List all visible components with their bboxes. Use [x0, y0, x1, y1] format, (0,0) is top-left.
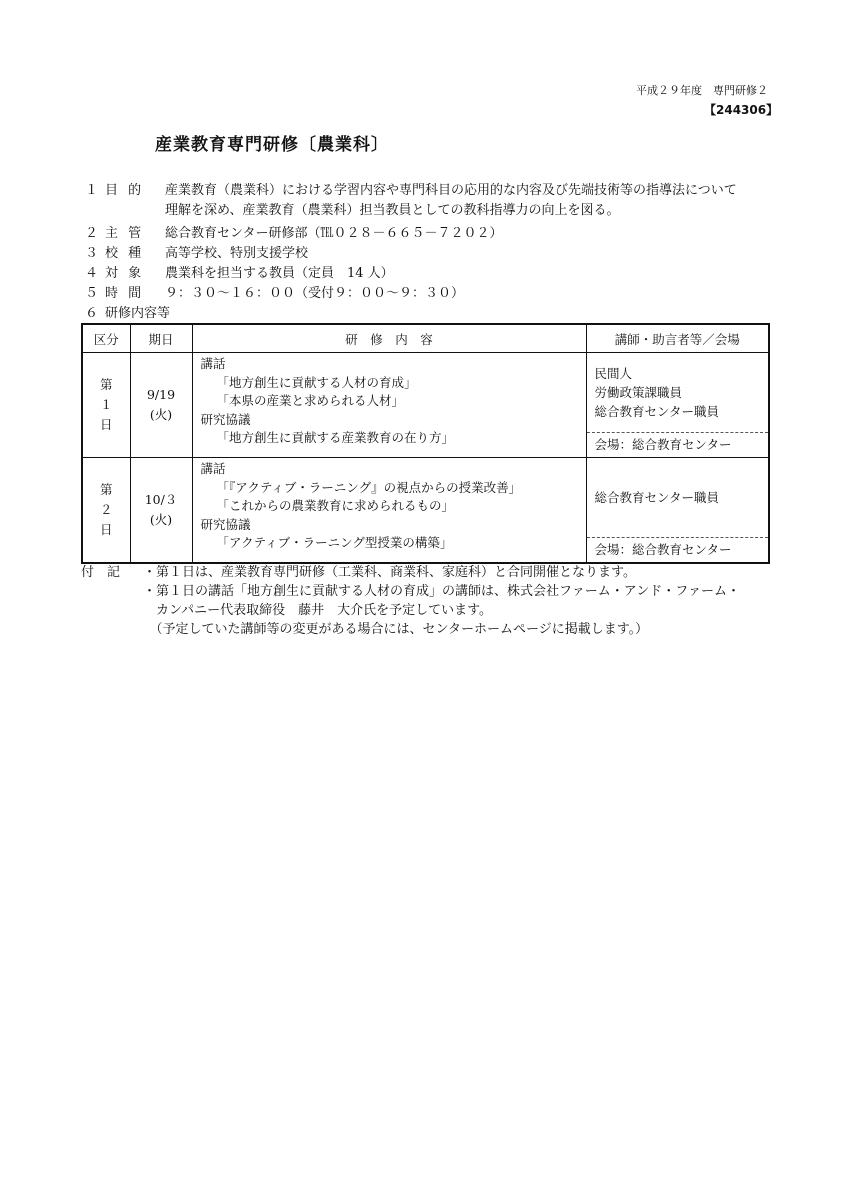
- lecturer-list: [587, 458, 769, 537]
- item-label: 目 的: [105, 183, 145, 198]
- overview-item: [85, 284, 785, 303]
- note-line: [81, 601, 740, 620]
- venue-label: 会場：総合教育センター: [587, 537, 769, 562]
- lecturer-wrap: [587, 353, 769, 457]
- overview-item: [85, 264, 785, 283]
- venue-label: 会場：総合教育センター: [587, 432, 769, 457]
- lecturer-list: [587, 353, 769, 432]
- lecturer-cell: [586, 458, 769, 564]
- item-label: 主 管: [105, 226, 145, 241]
- item-number: ２: [85, 226, 99, 241]
- table-row: [82, 353, 769, 458]
- lecturer-name: 総合教育センター職員: [594, 404, 720, 419]
- date-value: 9/19: [146, 387, 176, 402]
- table-header-row: [82, 324, 769, 353]
- lecturer-name: 総合教育センター職員: [594, 490, 720, 505]
- item-number: ５: [85, 286, 99, 301]
- overview-item: [85, 181, 785, 221]
- note-text: カンパニー代表取締役 藤井 大介氏を予定しています。: [143, 603, 493, 618]
- note-line: [81, 620, 740, 639]
- notes-section: [81, 563, 740, 639]
- content-topic: 「これからの農業教育に求められるもの」: [216, 498, 455, 513]
- day-char: 日: [99, 417, 113, 432]
- item-value-continued: 理解を深め、産業教育（農業科）担当教員としての教科指導力の向上を図る。: [165, 203, 620, 218]
- overview-item: [85, 244, 785, 263]
- day-char: ２: [99, 502, 113, 517]
- note-text: ・第１日は、産業教育専門研修（工業科、商業科、家庭科）と合同開催となります。: [143, 565, 636, 580]
- item-value: 総合教育センター研修部（℡０２８－６６５－７２０２）: [165, 226, 503, 241]
- note-line: [81, 563, 740, 582]
- content-heading: 研究協議: [200, 411, 251, 427]
- note-text: ・第１日の講話「地方創生に貢献する人材の育成」の講師は、株式会社ファーム・アンド・ファーム・: [143, 584, 740, 599]
- header-lecturer: 講師・助言者等／会場: [586, 324, 769, 353]
- item-value: 産業教育（農業科）における学習内容や専門科目の応用的な内容及び先端技術等の指導法について: [165, 183, 737, 198]
- table-row: [82, 458, 769, 564]
- item-number: ４: [85, 266, 99, 281]
- day-char: 日: [99, 522, 113, 537]
- date-cell: [130, 458, 192, 564]
- content-topic: 「地方創生に貢献する産業教育の在り方」: [216, 430, 455, 445]
- header-content: 研 修 内 容: [192, 324, 586, 353]
- content-cell: [192, 353, 586, 458]
- lecturer-wrap: [587, 458, 769, 562]
- content-topic: 「地方創生に貢献する人材の育成」: [216, 374, 417, 390]
- overview-item: [85, 224, 785, 243]
- course-code: 【244306】: [704, 103, 779, 117]
- day-char: １: [99, 397, 113, 412]
- item-value: 農業科を担当する教員（定員 14 人）: [165, 266, 394, 281]
- notes-label: 付 記: [81, 565, 121, 580]
- page-title: 産業教育専門研修〔農業科〕: [155, 135, 389, 155]
- content-heading: 講話: [200, 356, 226, 371]
- lecturer-name: 民間人: [594, 366, 633, 381]
- schedule-table: [81, 323, 770, 564]
- header-date: 期日: [130, 324, 192, 353]
- content-heading: 講話: [200, 461, 226, 476]
- date-cell: [130, 353, 192, 458]
- course-year-label: 平成２９年度 専門研修２: [636, 84, 768, 97]
- date-value: 10/３: [144, 492, 178, 507]
- day-char: 第: [99, 377, 113, 392]
- item-label: 校 種: [105, 246, 145, 261]
- lecturer-cell: [586, 353, 769, 458]
- item-number: ６: [85, 306, 99, 321]
- item-number: １: [85, 183, 99, 198]
- item-value: ９：３０～１６：００（受付９：００～９：３０）: [165, 286, 465, 301]
- item-value: 高等学校、特別支援学校: [165, 246, 309, 261]
- overview-item: [85, 304, 785, 323]
- item-label: 対 象: [105, 266, 145, 281]
- content-topic: 「アクティブ・ラーニング型授業の構築」: [216, 535, 453, 550]
- header-division: 区分: [82, 324, 130, 353]
- item-label: 時 間: [105, 286, 145, 301]
- content-cell: [192, 458, 586, 564]
- day-cell: [82, 458, 130, 564]
- weekday-value: (火): [149, 407, 173, 422]
- content-topic: 「『アクティブ・ラーニング』の視点からの授業改善」: [216, 479, 522, 495]
- note-line: [81, 582, 740, 601]
- item-number: ３: [85, 246, 99, 261]
- weekday-value: (火): [149, 512, 173, 527]
- day-char: 第: [99, 482, 113, 497]
- day-cell: [82, 353, 130, 458]
- lecturer-name: 労働政策課職員: [594, 385, 683, 400]
- content-topic: 「本県の産業と求められる人材」: [216, 393, 405, 408]
- item-value: 研修内容等: [105, 306, 171, 321]
- content-heading: 研究協議: [200, 516, 251, 532]
- note-text: （予定していた講師等の変更がある場合には、センターホームページに掲載します。）: [143, 622, 649, 637]
